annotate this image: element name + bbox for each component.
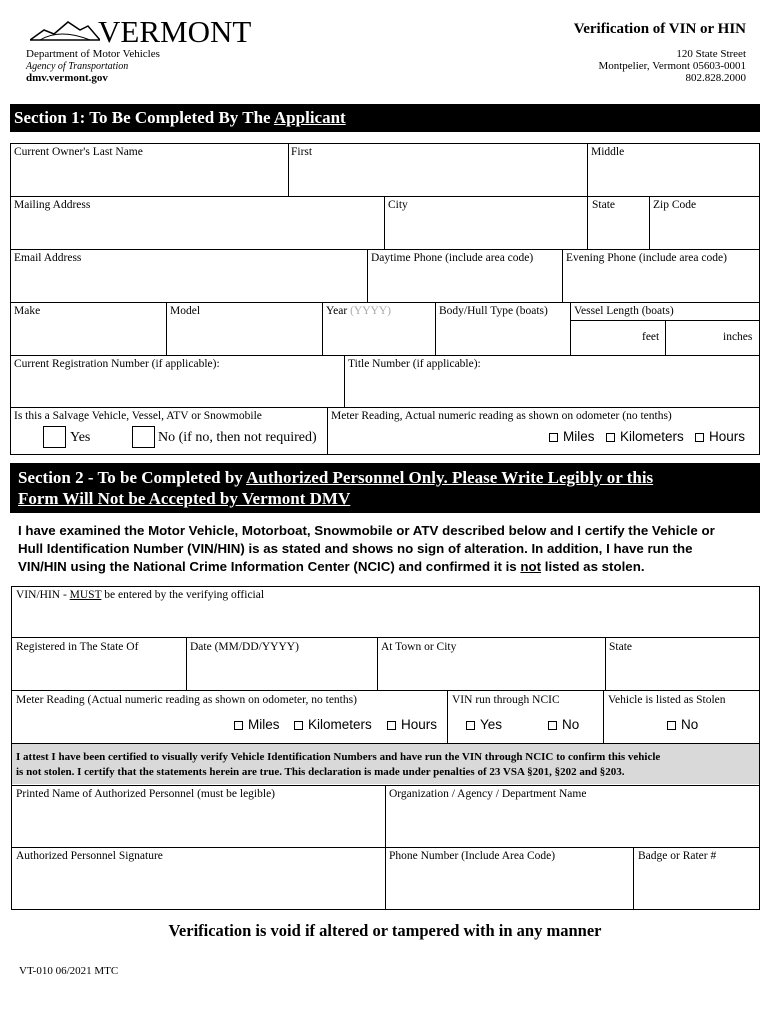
logo-wordmark: VERMONT: [98, 14, 252, 49]
checkbox-icon: [695, 433, 704, 442]
year-label: Year: [326, 305, 348, 317]
ncic-no-option[interactable]: No: [548, 717, 579, 732]
checkbox-icon: [294, 721, 303, 730]
evening-phone-field[interactable]: Evening Phone (include area code): [566, 252, 727, 264]
first-name-field[interactable]: First: [291, 146, 313, 158]
agency-name: Agency of Transportation: [26, 61, 129, 72]
badge-field[interactable]: Badge or Rater #: [638, 850, 717, 862]
ncic-label: VIN run through NCIC: [452, 694, 560, 706]
phone-field[interactable]: Phone Number (Include Area Code): [389, 850, 556, 862]
state-field-2[interactable]: State: [609, 641, 632, 653]
ncic-yes-option[interactable]: Yes: [466, 717, 502, 732]
registration-number-field[interactable]: Current Registration Number (if applicable):: [14, 358, 220, 370]
checkbox-icon: [234, 721, 243, 730]
meter2-miles-option[interactable]: Miles: [234, 717, 280, 732]
year-hint: (YYYY): [350, 305, 391, 317]
salvage-yes-label: Yes: [70, 430, 91, 445]
dept-name: Department of Motor Vehicles: [26, 48, 160, 60]
section1-form: [10, 143, 760, 455]
address-line1: 120 State Street: [676, 48, 746, 60]
make-field[interactable]: Make: [14, 305, 41, 317]
meter2-km-option[interactable]: Kilometers: [294, 717, 372, 732]
email-field[interactable]: Email Address: [14, 252, 82, 264]
registered-state-field[interactable]: Registered in The State Of: [16, 641, 139, 653]
form-code: VT-010 06/2021 MTC: [19, 965, 119, 977]
meter-km-option[interactable]: Kilometers: [606, 429, 684, 444]
meter-reading-label-2: Meter Reading (Actual numeric reading as shown on odometer, no tenths): [16, 694, 357, 706]
mailing-address-field[interactable]: Mailing Address: [14, 199, 91, 211]
vin-field[interactable]: VIN/HIN - MUST be entered by the verifying official: [16, 589, 265, 601]
meter-reading-label: Meter Reading, Actual numeric reading as shown on odometer (no tenths): [331, 410, 672, 422]
salvage-yes-checkbox[interactable]: [43, 426, 66, 448]
attestation-line1: I attest I have been certified to visually verify Vehicle Identification Numbers and have run the VIN through NCIC to confirm this vehicle: [16, 751, 661, 763]
checkbox-icon: [387, 721, 396, 730]
daytime-phone-field[interactable]: Daytime Phone (include area code): [371, 252, 534, 264]
city-field[interactable]: City: [388, 199, 408, 211]
salvage-no-label: No (if no, then not required): [158, 430, 317, 445]
salvage-question: Is this a Salvage Vehicle, Vessel, ATV or Snowmobile: [14, 410, 262, 422]
section1-title-underlined: Applicant: [273, 108, 346, 127]
vermont-logo: [22, 14, 252, 50]
checkbox-icon: [606, 433, 615, 442]
checkbox-icon: [548, 721, 557, 730]
year-field[interactable]: [326, 305, 391, 318]
stolen-no-option[interactable]: No: [667, 717, 698, 732]
owner-last-name-field[interactable]: Current Owner's Last Name: [14, 146, 143, 158]
meter2-hours-option[interactable]: Hours: [387, 717, 437, 732]
stolen-label: Vehicle is listed as Stolen: [608, 694, 726, 706]
printed-name-field[interactable]: Printed Name of Authorized Personnel (must be legible): [16, 788, 276, 800]
middle-name-field[interactable]: Middle: [591, 146, 625, 158]
organization-field[interactable]: Organization / Agency / Department Name: [389, 788, 587, 800]
salvage-no-checkbox[interactable]: [132, 426, 155, 448]
meter-hours-option[interactable]: Hours: [695, 429, 745, 444]
mountain-icon: [30, 18, 100, 42]
body-type-field[interactable]: Body/Hull Type (boats): [439, 305, 548, 317]
section1-title: Section 1: To Be Completed By The: [14, 108, 274, 127]
form-title: Verification of VIN or HIN: [573, 21, 746, 37]
phone-number: 802.828.2000: [685, 72, 746, 84]
vessel-length-label: Vessel Length (boats): [574, 305, 674, 317]
inches-field[interactable]: inches: [723, 331, 753, 343]
website: dmv.vermont.gov: [26, 72, 108, 84]
checkbox-icon: [667, 721, 676, 730]
feet-field[interactable]: feet: [642, 331, 660, 343]
checkbox-icon: [549, 433, 558, 442]
void-notice: Verification is void if altered or tampered with in any manner: [168, 921, 602, 940]
certification-text: I have examined the Motor Vehicle, Motorboat, Snowmobile or ATV described below and I certify the Vehicle or Hull Identification Number (VIN/HIN) is as stated and shows no sign of alteration. In addition, I have run the VIN/HIN using the National Crime Information Center (NCIC) and confirmed it is not listed as stolen.: [18, 523, 715, 574]
state-field[interactable]: State: [592, 199, 615, 211]
signature-field[interactable]: Authorized Personnel Signature: [16, 850, 163, 862]
meter-miles-option[interactable]: Miles: [549, 429, 595, 444]
address-line2: Montpelier, Vermont 05603-0001: [598, 60, 746, 72]
date-field[interactable]: Date (MM/DD/YYYY): [190, 641, 299, 653]
section2-header: Section 2 - To be Completed by Authorized Personnel Only. Please Write Legibly or this Form Will Not be Accepted by Vermont DMV: [10, 463, 760, 513]
town-city-field[interactable]: At Town or City: [381, 641, 457, 653]
zip-field[interactable]: Zip Code: [653, 199, 697, 211]
attestation-line2: is not stolen. I certify that the statements herein are true. This declaration is made under penalties of 23 VSA §201, §202 and §203.: [16, 766, 625, 778]
title-number-field[interactable]: Title Number (if applicable):: [348, 358, 481, 370]
section1-header: [10, 104, 760, 132]
checkbox-icon: [466, 721, 475, 730]
model-field[interactable]: Model: [170, 305, 201, 317]
